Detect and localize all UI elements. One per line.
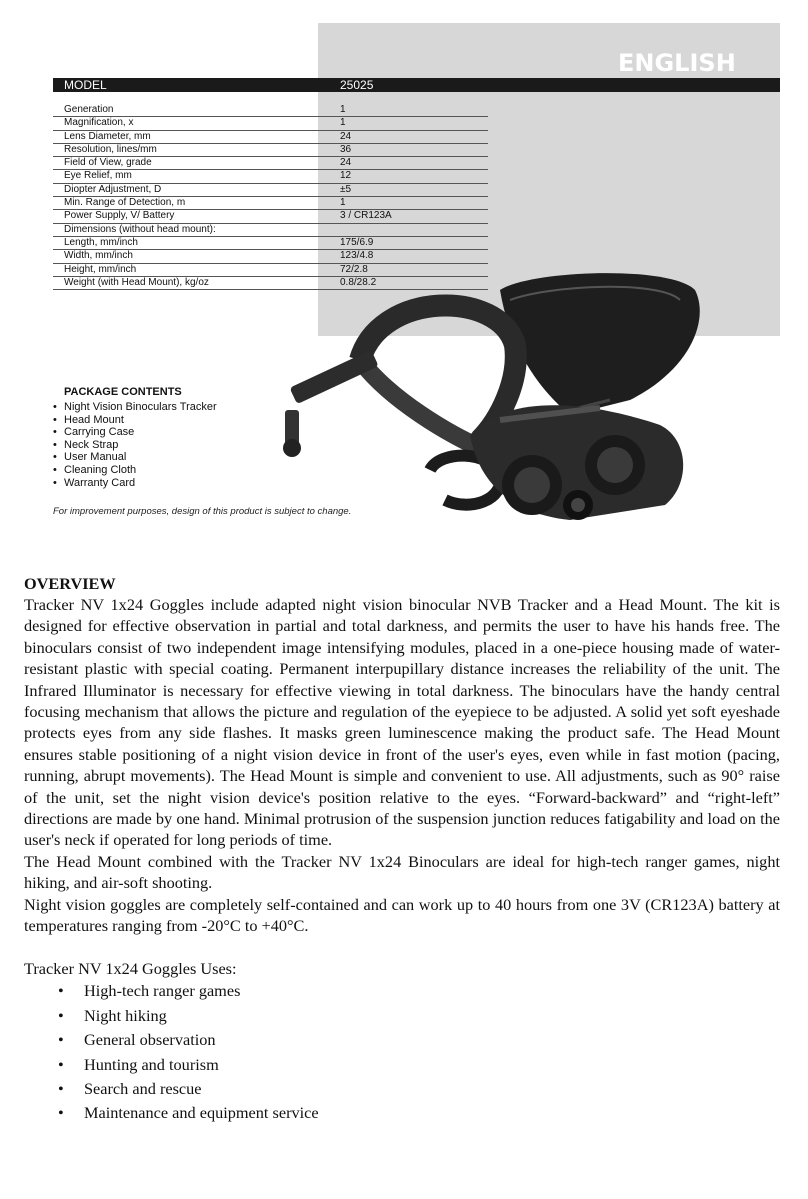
list-item: • Maintenance and equipment service [24,1101,780,1125]
spec-label: Length, mm/inch [64,236,138,248]
uses-list [24,979,780,1125]
spec-value: 36 [340,143,352,155]
spec-label: Generation [64,104,114,115]
list-item: • Carrying Case [53,426,313,439]
list-item: • Warranty Card [53,477,313,490]
language-label: ENGLISH [618,49,736,77]
spec-label: Width, mm/inch [64,250,133,262]
spec-row [53,131,488,144]
list-item: • High-tech ranger games [24,979,780,1003]
spec-value: 3 / CR123A [340,210,392,222]
spec-value: 72/2.8 [340,263,368,275]
spec-row [53,197,488,210]
package-list [53,401,313,489]
package-title: PACKAGE CONTENTS [64,386,182,398]
product-photo [270,250,710,550]
spec-row [53,104,488,117]
spec-row [53,144,488,157]
spec-row [53,237,488,250]
spec-value: 12 [340,170,352,182]
model-label: MODEL [64,78,107,92]
spec-value: 24 [340,157,352,169]
package-contents [53,386,313,489]
spec-value: ±5 [340,183,352,195]
spec-row [53,170,488,183]
spec-row [53,184,488,197]
spec-row [53,210,488,223]
list-item: • Cleaning Cloth [53,464,313,477]
list-item: • Neck Strap [53,439,313,452]
spec-label: Diopter Adjustment, D [64,183,162,195]
spec-label: Power Supply, V/ Battery [64,210,175,222]
model-header-bar [53,78,780,92]
spec-label: Dimensions (without head mount): [64,223,216,235]
overview-section [24,573,780,1126]
spec-label: Height, mm/inch [64,263,137,275]
list-item: • Hunting and tourism [24,1053,780,1077]
spec-row [53,117,488,130]
spec-value: 24 [340,130,352,142]
list-item: • Night hiking [24,1004,780,1028]
spec-label: Resolution, lines/mm [64,143,157,155]
list-item: • General observation [24,1028,780,1052]
spec-label: Field of View, grade [64,157,152,169]
spec-label: Lens Diameter, mm [64,130,151,142]
spec-value: 175/6.9 [340,236,374,248]
spec-value: 0.8/28.2 [340,276,377,288]
spec-label: Magnification, x [64,117,134,129]
spec-label: Eye Relief, mm [64,170,132,182]
spacer [24,937,780,958]
list-item: • Night Vision Binoculars Tracker [53,401,313,414]
model-value: 25025 [340,78,374,92]
spec-row [53,157,488,170]
design-change-note: For improvement purposes, design of this product is subject to change. [53,506,352,517]
list-item: • Head Mount [53,414,313,427]
spec-value: 123/4.8 [340,250,374,262]
list-item: • Search and rescue [24,1077,780,1101]
spec-value: 1 [340,117,346,129]
spec-value: 1 [340,104,346,115]
uses-title: Tracker NV 1x24 Goggles Uses: [24,958,237,978]
overview-title: OVERVIEW [24,574,116,593]
spec-value: 1 [340,197,346,209]
spec-row [53,224,488,237]
overview-paragraph: Tracker NV 1x24 Goggles include adapted night vision binocular NVB Tracker and a Head Mount. The kit is designed for effective observation in partial and total darkness, and permits the user to have his hands free. The binoculars consist of two independent image intensifying modules, placed in a one-piece housing made of water-resistant plastic with special coating. Permanent interpupillary distance increases the reliability of the unit. The Infrared Illuminator is necessary for effective viewing in total darkness. The binoculars have the handy central focusing mechanism that allows the picture and regulation of the eyepiece to be adjusted. A solid yet soft eyeshade protects eyes from any side flashes. It masks green luminescence making the product safe. The Head Mount ensures stable positioning of a night vision device in front of the user's eyes, even while in fast motion (pacing, running, abrupt movements). The Head Mount is simple and convenient to use. All adjustments, such as 90° raise of the unit, set the night vision device's position relative to the eyes. “Forward-backward” and “right-left” directions are made by one hand. Minimal protrusion of the suspension junction reduces fatigability and load on the user's neck if operated for long periods of time. [24,595,780,850]
overview-paragraph: Night vision goggles are completely self-contained and can work up to 40 hours from one 3V (CR123A) battery at temperatures ranging from -20°C to +40°C. [24,894,780,936]
spec-label: Weight (with Head Mount), kg/oz [64,276,209,288]
spec-label: Min. Range of Detection, m [64,197,186,209]
overview-paragraph: The Head Mount combined with the Tracker NV 1x24 Binoculars are ideal for high-tech ranger games, night hiking, and air-soft shooting. [24,851,780,893]
list-item: • User Manual [53,451,313,464]
